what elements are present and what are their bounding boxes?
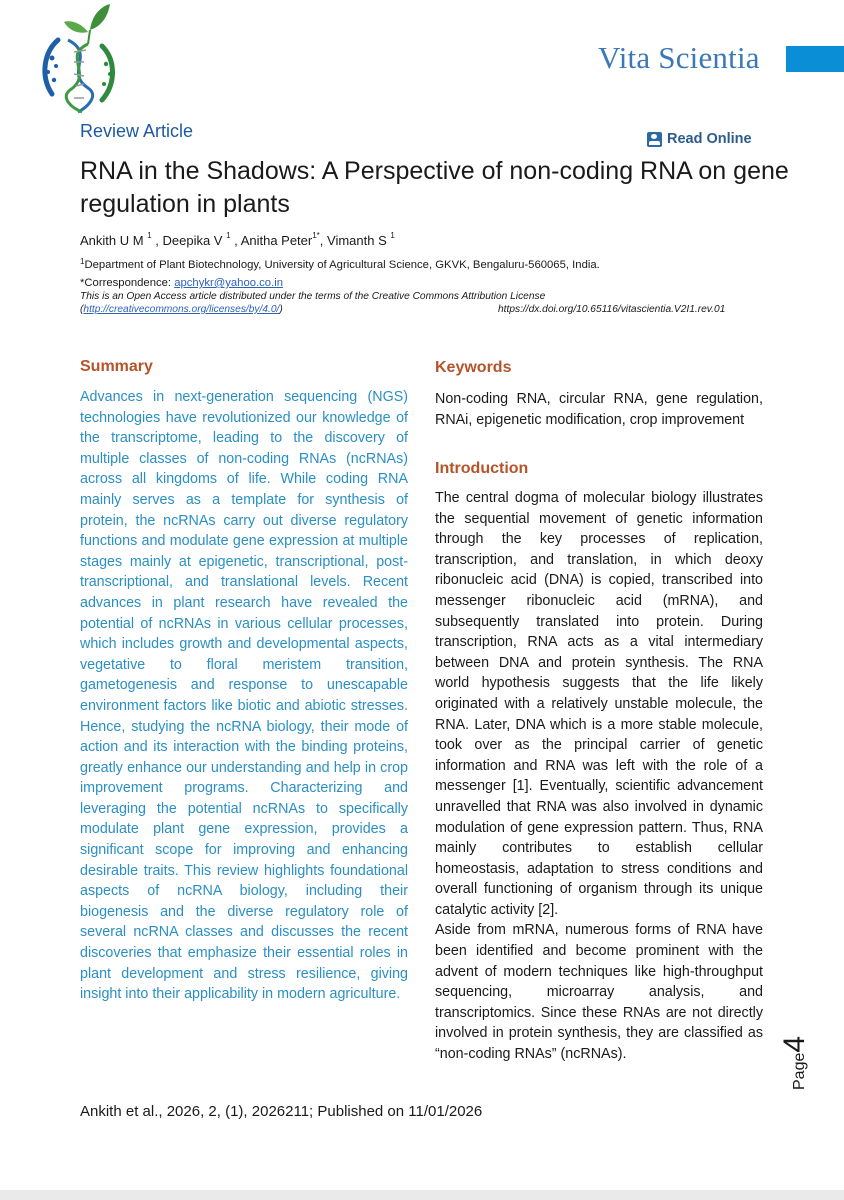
author-sup: 1 (147, 231, 152, 240)
introduction-paragraph: Aside from mRNA, numerous forms of RNA have been identified and become prominent with the advent of modern techniques like high-throughput sequencing, microarray analysis, and transcriptomics. Since these RNAs are not directly involved in protein synthesis, they are classified as “non-coding RNAs” (ncRNAs). (435, 922, 763, 1063)
author-name: Ankith U M (80, 233, 144, 248)
doi[interactable]: https://dx.doi.org/10.65116/vitascientia.V2I1.rev.01 (498, 304, 726, 315)
author-sup: 1 (390, 231, 395, 240)
correspondence (80, 277, 283, 289)
affiliation (80, 259, 600, 271)
keywords-text: Non-coding RNA, circular RNA, gene regulation, RNAi, epigenetic modification, crop improvement (435, 391, 763, 428)
journal-name: Vita Scientia (598, 40, 760, 75)
license-url: (http://creativecommons.org/licenses/by/4.0/) (80, 304, 283, 315)
page-label (778, 1030, 838, 1090)
license-text: This is an Open Access article distributed under the terms of the Creative Commons Attribution License (80, 291, 546, 302)
journal-logo (30, 0, 130, 118)
summary-text: Advances in next-generation sequencing (NGS) technologies have revolutionized our knowledge of the transcriptome, leading to the discovery of multiple classes of non-coding RNAs (ncRNAs) across all kingdoms of life. While coding RNA mainly serves as a template for synthesis of protein, the ncRNAs carry out diverse regulatory functions and modulate gene expression at multiple stages mainly at epigenetic, transcriptional, post-transcriptional, and translational levels. Recent advances in plant research have revealed the potential of ncRNAs in various cellular processes, which includes growth and developmental aspects, vegetative to floral meristem transition, gametogenesis and response to unescapable environment factors like biotic and abiotic stresses. Hence, studying the ncRNA biology, their mode of action and its interaction with the binding proteins, greatly enhance our understanding and help in crop improvement programs. Characterizing and leveraging the potential ncRNAs to specifically modulate plant gene expression, provides a significant scope for improving and enhancing desirable traits. This review highlights foundational aspects of ncRNA biology, including their biogenesis and the diverse regulatory role of several ncRNA classes and discusses the recent discoveries that emphasize their essential roles in plant development and stress resilience, giving insight into their applicability in modern agriculture. (80, 389, 408, 1003)
author-sup: 1 (226, 231, 231, 240)
reader-icon (647, 132, 662, 147)
introduction-heading: Introduction (435, 460, 529, 477)
read-online-link[interactable] (647, 131, 752, 147)
affiliation-text: Department of Plant Biotechnology, University of Agricultural Science, GKVK, Bengaluru-560065, India. (84, 259, 600, 271)
citation-footer: Ankith et al., 2026, 2, (1), 2026211; Published on 11/01/2026 (80, 1103, 483, 1120)
read-online-label: Read Online (667, 131, 752, 147)
affiliation-sup: 1 (80, 257, 85, 266)
bottom-strip (0, 1190, 844, 1200)
license-url-link[interactable]: http://creativecommons.org/licenses/by/4.0/ (83, 304, 280, 315)
keywords-heading: Keywords (435, 359, 512, 376)
correspondence-label: *Correspondence: (80, 277, 172, 289)
author-name: Anitha Peter (240, 233, 313, 248)
article-type: Review Article (80, 121, 194, 141)
author-list: Ankith U M $^1$ , Deepika V $^1$ , Anitha Peter$^{1*}$, Vimanth S $^1$ (80, 231, 395, 248)
correspondence-email-link[interactable]: apchykr@yahoo.co.in (174, 277, 284, 289)
journal-accent-bar (786, 46, 844, 72)
introduction-paragraph: The central dogma of molecular biology illustrates the sequential movement of genetic information through the key processes of replication, transcription, and translation, in which deoxy ribonucleic acid (DNA) is copied, transcribed into messenger ribonucleic acid (mRNA), and subsequently translated into protein. During transcription, RNA acts as a vital intermediary between DNA and protein synthesis. The RNA world hypothesis suggests that the life likely originated with a relatively unstable molecule, the RNA. Later, DNA which is a more stable molecule, took over as the principal carrier of genetic information and RNA was left with the role of a messenger [1]. Eventually, scientific advancement unravelled that RNA was also involved in dynamic modulation of gene expression pattern. Thus, RNA mainly contributes to establish cellular homeostasis, adaptation to stress conditions and overall functioning of organism through its unique catalytic activity [2]. (435, 490, 763, 918)
author-name: Vimanth S (327, 233, 387, 248)
introduction-body (435, 488, 763, 1065)
page-number: 4 (778, 1035, 811, 1053)
page-label-prefix: Page (791, 1052, 808, 1090)
author-sup: 1* (312, 231, 320, 240)
summary-heading: Summary (80, 358, 153, 375)
article-title: RNA in the Shadows: A Perspective of non-coding RNA on gene regulation in plants (80, 157, 789, 218)
author-name: Deepika V (162, 233, 223, 248)
